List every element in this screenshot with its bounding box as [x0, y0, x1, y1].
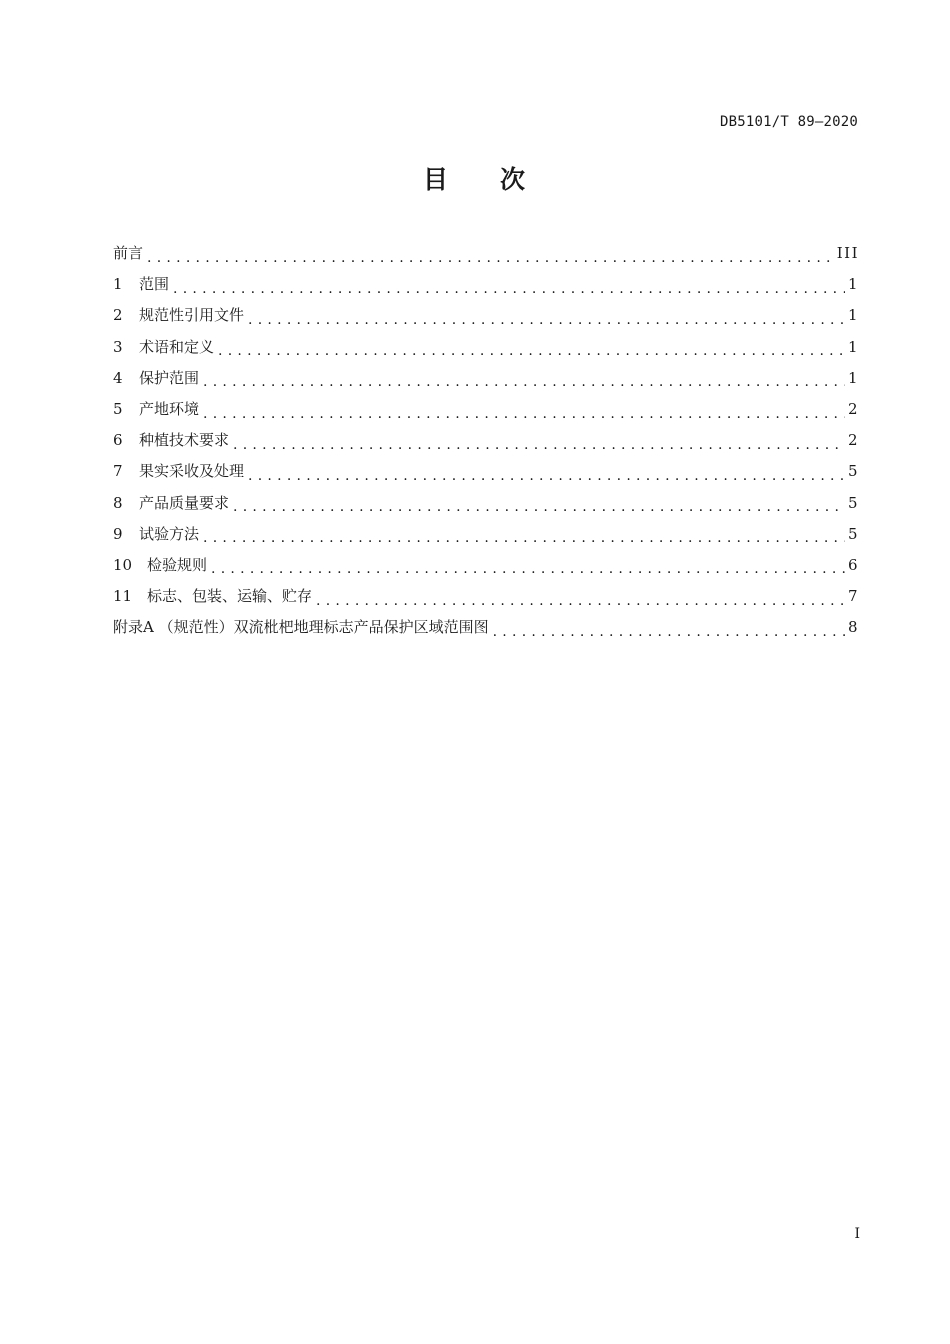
toc-leader-dots — [218, 338, 845, 356]
toc-entry-10[interactable] — [113, 550, 859, 581]
toc-leader-dots — [248, 307, 845, 325]
toc-entry-number: 6 — [113, 431, 123, 450]
toc-entry-page: 5 — [847, 493, 859, 512]
toc-leader-dots — [248, 463, 845, 481]
toc-leader-dots — [203, 369, 845, 387]
toc-entry-foreword[interactable] — [113, 238, 859, 269]
document-code: DB5101/T 89—2020 — [719, 114, 858, 130]
toc-entry-5[interactable] — [113, 394, 859, 425]
toc-entry-7[interactable] — [113, 456, 859, 487]
toc-entry-text: 范围 — [139, 275, 170, 294]
page-number: I — [854, 1226, 860, 1242]
title-char-1: 目 — [422, 165, 450, 194]
page-title — [0, 160, 950, 196]
toc-entry-number: 9 — [113, 524, 123, 543]
toc-entry-text: 检验规则 — [147, 555, 208, 574]
toc-leader-dots — [316, 588, 845, 606]
toc-entry-number: 3 — [113, 337, 123, 356]
toc-entry-number: 5 — [113, 399, 123, 418]
toc-entry-text: 产地环境 — [139, 399, 200, 418]
toc-entry-number: 10 — [113, 555, 133, 574]
toc-entry-page: 6 — [847, 555, 859, 574]
toc-leader-dots — [233, 494, 845, 512]
toc-entry-appendix-a[interactable] — [113, 612, 859, 643]
toc-entry-page: 1 — [847, 368, 859, 387]
toc-entry-text: 附录A （规范性）双流枇杷地理标志产品保护区域范围图 — [113, 618, 489, 637]
toc-entry-11[interactable] — [113, 581, 859, 612]
toc-leader-dots — [493, 619, 845, 637]
toc-entry-number: 8 — [113, 493, 123, 512]
toc-entry-9[interactable] — [113, 519, 859, 550]
toc-entry-number: 7 — [113, 462, 123, 481]
toc-entry-page: 8 — [847, 618, 859, 637]
toc-leader-dots — [233, 432, 845, 450]
toc-entry-text: 产品质量要求 — [139, 493, 230, 512]
toc-entry-1[interactable] — [113, 269, 859, 300]
toc-entry-number: 11 — [113, 587, 133, 606]
toc-entry-page: 7 — [847, 587, 859, 606]
toc-entry-page: 2 — [847, 431, 859, 450]
toc-entry-page: 1 — [847, 306, 859, 325]
toc-entry-page: 2 — [847, 399, 859, 418]
toc-entry-page: III — [836, 244, 859, 262]
toc-entry-page: 1 — [847, 337, 859, 356]
toc-leader-dots — [203, 401, 845, 419]
toc-entry-text: 保护范围 — [139, 368, 200, 387]
toc-leader-dots — [173, 276, 845, 294]
toc-leader-dots — [203, 525, 845, 543]
toc-entry-number: 1 — [113, 275, 123, 294]
toc-entry-text: 规范性引用文件 — [139, 306, 245, 325]
toc-entry-text: 术语和定义 — [139, 337, 215, 356]
toc-leader-dots — [211, 556, 845, 574]
toc-entry-text: 前言 — [113, 244, 144, 262]
toc-entry-text: 试验方法 — [139, 524, 200, 543]
toc-entry-text: 标志、包装、运输、贮存 — [147, 587, 313, 606]
toc-entry-8[interactable] — [113, 488, 859, 519]
toc-entry-page: 1 — [847, 275, 859, 294]
toc-leader-dots — [147, 245, 834, 263]
table-of-contents — [113, 238, 859, 643]
toc-entry-text: 种植技术要求 — [139, 431, 230, 450]
toc-entry-page: 5 — [847, 524, 859, 543]
toc-entry-6[interactable] — [113, 425, 859, 456]
toc-entry-3[interactable] — [113, 332, 859, 363]
toc-entry-page: 5 — [847, 462, 859, 481]
toc-entry-2[interactable] — [113, 300, 859, 331]
toc-entry-number: 2 — [113, 306, 123, 325]
toc-entry-text: 果实采收及处理 — [139, 462, 245, 481]
title-char-2: 次 — [500, 165, 528, 194]
toc-entry-4[interactable] — [113, 363, 859, 394]
toc-entry-number: 4 — [113, 368, 123, 387]
